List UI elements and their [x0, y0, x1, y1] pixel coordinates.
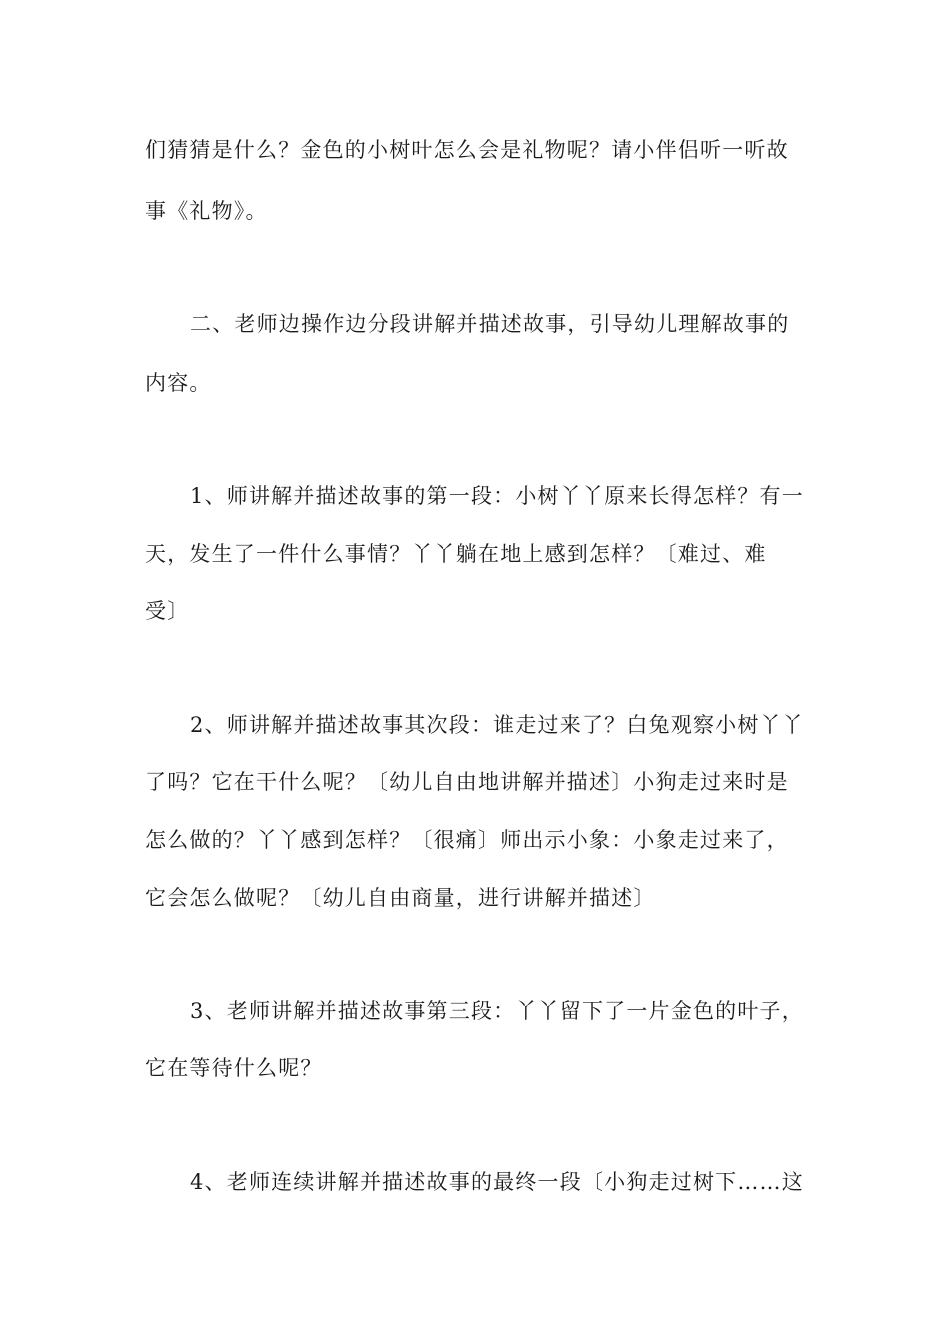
- paragraph-line: 2、师讲解并描述故事其次段：谁走过来了？白兔观察小树丫丫: [190, 713, 804, 737]
- paragraph-line: 它在等待什么呢？: [145, 1056, 323, 1080]
- paragraph-line: 二、老师边操作边分段讲解并描述故事，引导幼儿理解故事的: [190, 312, 790, 336]
- paragraph-line: 它会怎么做呢？〔幼儿自由商量，进行讲解并描述〕: [145, 886, 656, 910]
- paragraph-line: 内容。: [145, 371, 212, 395]
- paragraph-line: 4、老师连续讲解并描述故事的最终一段〔小狗走过树下……这: [190, 1170, 804, 1194]
- paragraph-line: 怎么做的？丫丫感到怎样？〔很痛〕师出示小象：小象走过来了，: [145, 828, 789, 852]
- paragraph-line: 天，发生了一件什么事情？丫丫躺在地上感到怎样？〔难过、难: [145, 542, 767, 566]
- paragraph-line: 3、老师讲解并描述故事第三段：丫丫留下了一片金色的叶子，: [190, 999, 804, 1023]
- paragraph-line: 了吗？它在干什么呢？〔幼儿自由地讲解并描述〕小狗走过来时是: [145, 770, 789, 794]
- paragraph-line: 事《礼物》。: [145, 199, 268, 223]
- paragraph-line: 受〕: [145, 599, 190, 623]
- paragraph-line: 们猜猜是什么？金色的小树叶怎么会是礼物呢？请小伴侣听一听故: [145, 138, 789, 162]
- paragraph-line: 1、师讲解并描述故事的第一段：小树丫丫原来长得怎样？有一: [190, 484, 804, 508]
